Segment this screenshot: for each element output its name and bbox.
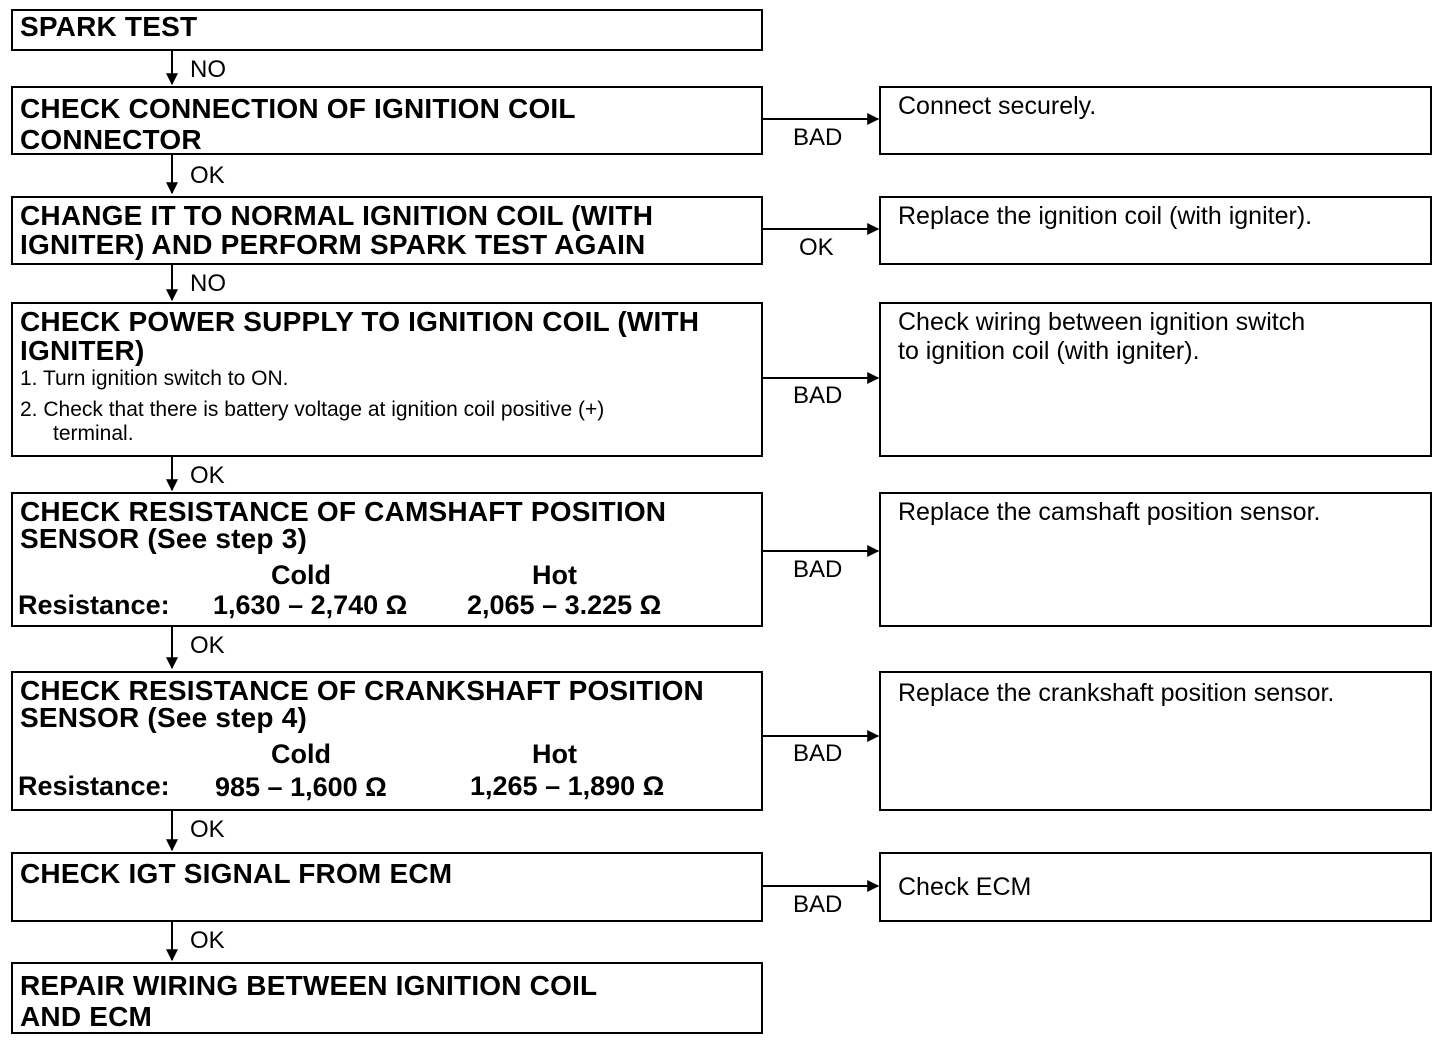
hot-value: 1,265 – 1,890 Ω xyxy=(470,771,665,801)
step-title-line-2: SENSOR (See step 3) xyxy=(20,523,307,554)
down-label-1: NO xyxy=(190,56,226,83)
down-label-7: OK xyxy=(190,927,225,954)
branch-label-5: BAD xyxy=(793,740,843,767)
step-spark-test xyxy=(11,9,763,51)
branch-label-3: BAD xyxy=(793,382,843,409)
branch-label-4: BAD xyxy=(793,556,843,583)
branch-label-6: BAD xyxy=(793,891,843,918)
action-check-ecm xyxy=(879,852,1432,922)
down-label-2: OK xyxy=(190,162,225,189)
step-title-line-1: CHECK CONNECTION OF IGNITION COIL xyxy=(20,93,576,124)
instruction-2: 2. Check that there is battery voltage at ignition coil positive (+) xyxy=(20,398,605,421)
step-title-line-2: CONNECTOR xyxy=(20,124,202,155)
hot-value: 2,065 – 3.225 Ω xyxy=(467,590,662,620)
action-connect-securely xyxy=(879,86,1432,155)
down-label-5: OK xyxy=(190,632,225,659)
action-text: Replace the crankshaft position sensor. xyxy=(898,679,1335,707)
step-title: CHECK IGT SIGNAL FROM ECM xyxy=(20,858,453,889)
down-label-4: OK xyxy=(190,462,225,489)
branch-label-2: OK xyxy=(799,234,834,261)
column-header-cold: Cold xyxy=(271,739,331,769)
action-replace-coil xyxy=(879,196,1432,265)
step-check-power-supply xyxy=(11,302,763,457)
step-title-line-1: REPAIR WIRING BETWEEN IGNITION COIL xyxy=(20,970,598,1001)
step-camshaft-resistance xyxy=(11,492,763,627)
down-label-6: OK xyxy=(190,816,225,843)
step-title-line-2: SENSOR (See step 4) xyxy=(20,702,307,733)
action-text-line-1: Check wiring between ignition switch xyxy=(898,308,1306,336)
step-title: SPARK TEST xyxy=(20,11,198,42)
step-check-igt-signal xyxy=(11,852,763,922)
step-title-line-2: IGNITER) xyxy=(20,335,145,366)
step-title-line-1: CHECK POWER SUPPLY TO IGNITION COIL (WITH xyxy=(20,306,700,337)
column-header-hot: Hot xyxy=(532,560,577,590)
step-title-line-1: CHECK RESISTANCE OF CRANKSHAFT POSITION xyxy=(20,675,704,706)
cold-value: 985 – 1,600 Ω xyxy=(215,772,387,802)
action-replace-camshaft-sensor xyxy=(879,492,1432,627)
step-title-line-2: IGNITER) AND PERFORM SPARK TEST AGAIN xyxy=(20,229,646,260)
cold-value: 1,630 – 2,740 Ω xyxy=(213,590,408,620)
step-check-connection xyxy=(11,86,763,155)
resistance-label: Resistance: xyxy=(18,590,170,620)
action-text: Replace the camshaft position sensor. xyxy=(898,498,1321,526)
down-label-3: NO xyxy=(190,270,226,297)
step-change-coil xyxy=(11,196,763,265)
action-text: Connect securely. xyxy=(898,92,1097,120)
action-text-line-2: to ignition coil (with igniter). xyxy=(898,337,1200,365)
step-title-line-1: CHECK RESISTANCE OF CAMSHAFT POSITION xyxy=(20,496,667,527)
step-crankshaft-resistance xyxy=(11,671,763,811)
branch-label-1: BAD xyxy=(793,124,843,151)
step-title-line-2: AND ECM xyxy=(20,1001,153,1032)
column-header-cold: Cold xyxy=(271,560,331,590)
column-header-hot: Hot xyxy=(532,739,577,769)
action-check-wiring xyxy=(879,302,1432,457)
instruction-2-cont: terminal. xyxy=(53,422,134,445)
instruction-1: 1. Turn ignition switch to ON. xyxy=(20,367,289,390)
action-text: Replace the ignition coil (with igniter). xyxy=(898,202,1313,230)
step-repair-wiring xyxy=(11,962,763,1034)
action-replace-crankshaft-sensor xyxy=(879,671,1432,811)
action-text: Check ECM xyxy=(898,873,1032,901)
step-title-line-1: CHANGE IT TO NORMAL IGNITION COIL (WITH xyxy=(20,200,654,231)
resistance-label: Resistance: xyxy=(18,771,170,801)
